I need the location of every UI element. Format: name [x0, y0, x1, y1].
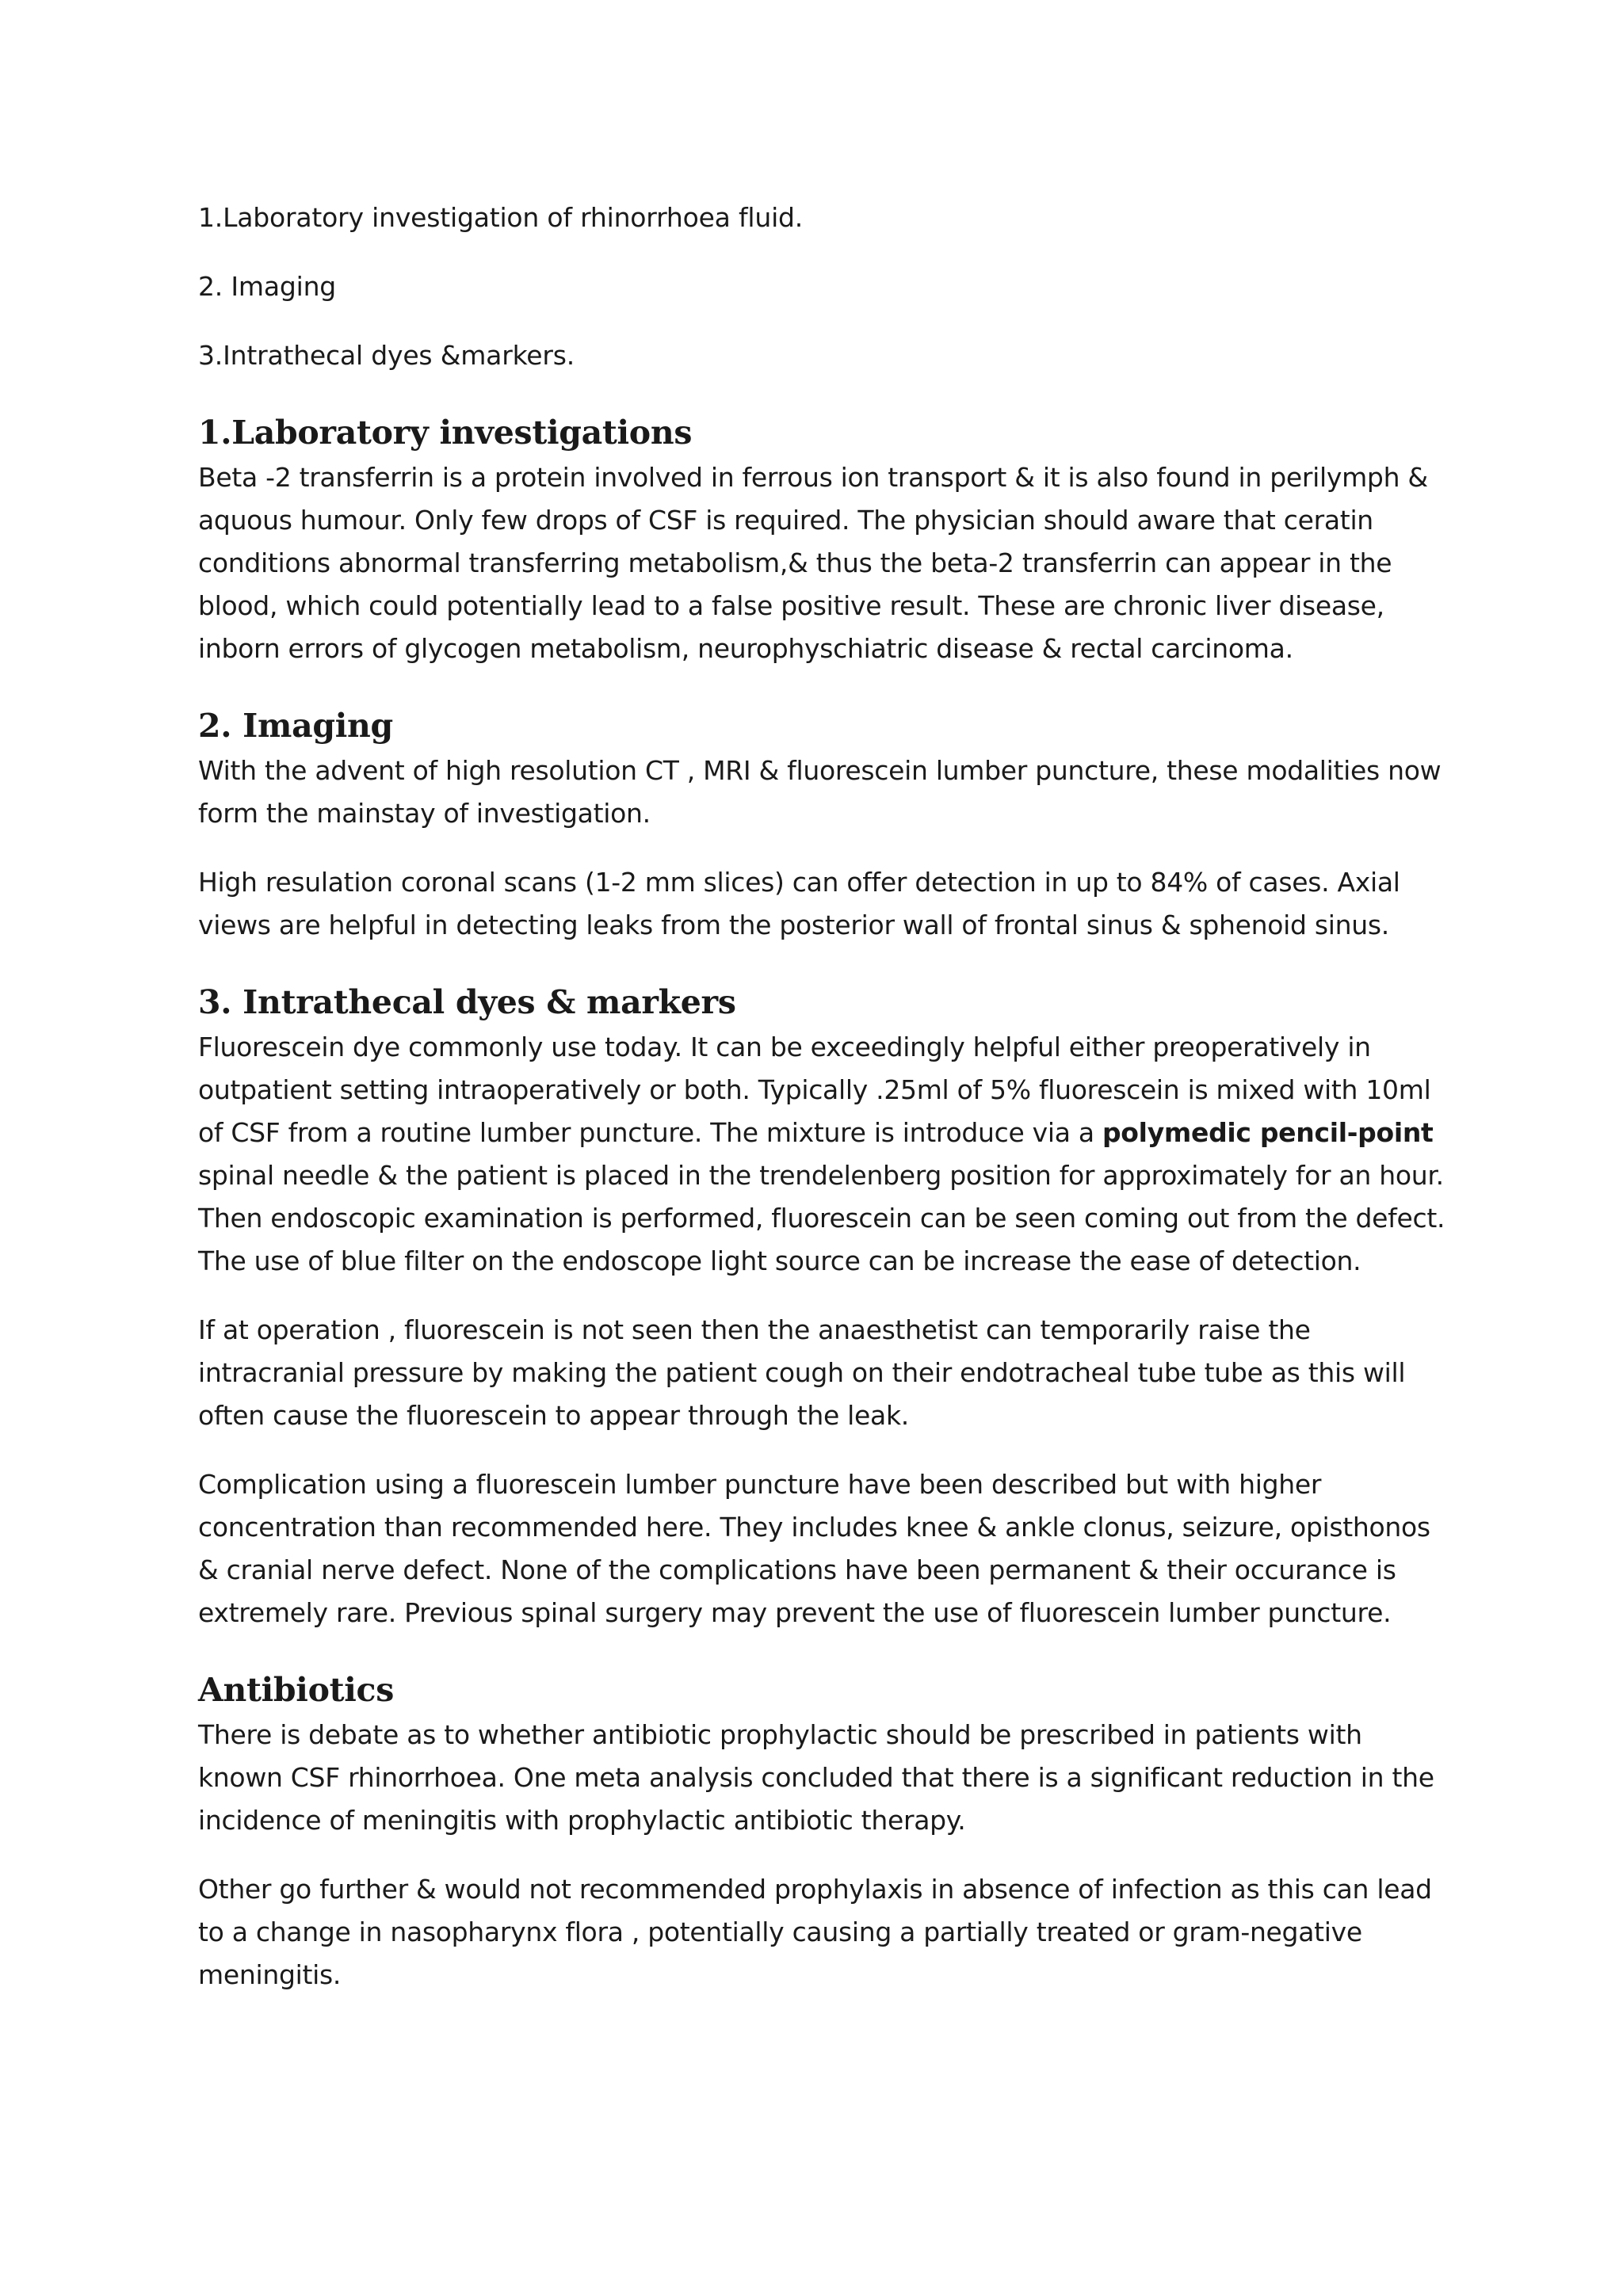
paragraph-dyes-3: Complication using a fluorescein lumber puncture have been described but with higher concentration than recommended here. They includes knee & ankle clonus, seizure, opisthonos & cranial nerve defect. None of the complications have been permanent & their occurance is extremely rare. Previous spinal surgery may prevent the use of fluorescein lumber puncture.: [198, 1469, 1430, 1628]
paragraph-antibiotics-1: There is debate as to whether antibiotic prophylactic should be prescribed in patients with known CSF rhinorrhoea. One meta analysis concluded that there is a significant reduction in the incidence of meningitis with prophylactic antibiotic therapy.: [198, 1719, 1434, 1836]
document-page: [198, 196, 1450, 2028]
section-antibiotics: [198, 1666, 1450, 1997]
paragraph-dyes-1-text-a: Fluorescein dye commonly use today. It can be exceedingly helpful either preoperatively in outpatient setting intraoperatively or both. Typically .25ml of 5% fluorescein is mixed with 10ml of CSF from a routine lumber puncture. The mixture is introduce via a: [198, 1032, 1431, 1148]
section-imaging: [198, 702, 1450, 947]
intro-list-item-2: 2. Imaging: [198, 271, 337, 302]
section-heading-imaging: 2. Imaging: [198, 707, 393, 745]
paragraph-dyes-1: [198, 1026, 1450, 1283]
paragraph-imaging-1: With the advent of high resolution CT , MRI & fluorescein lumber puncture, these modalities now form the mainstay of investigation.: [198, 755, 1442, 829]
section-heading-laboratory: 1.Laboratory investigations: [198, 414, 693, 452]
section-laboratory-investigations: [198, 409, 1450, 670]
paragraph-antibiotics-2: Other go further & would not recommended prophylaxis in absence of infection as this can lead to a change in nasopharynx flora , potentially causing a partially treated or gram-negative meningitis.: [198, 1874, 1432, 1990]
paragraph-laboratory-1: Beta -2 transferrin is a protein involved in ferrous ion transport & it is also found in perilymph & aquous humour. Only few drops of CSF is required. The physician should aware that ceratin conditions abnormal transferring metabolism,& thus the beta-2 transferrin can appear in the blood, which could potentially lead to a false positive result. These are chronic liver disease, inborn errors of glycogen metabolism, neurophyschiatric disease & rectal carcinoma.: [198, 462, 1428, 664]
section-heading-intrathecal-dyes: 3. Intrathecal dyes & markers: [198, 983, 736, 1021]
section-intrathecal-dyes: [198, 978, 1450, 1634]
section-heading-antibiotics: Antibiotics: [198, 1671, 394, 1709]
paragraph-dyes-1-text-b: spinal needle & the patient is placed in the trendelenberg position for approximately for an hour. Then endoscopic examination is performed, fluorescein can be seen coming out from the defect. The use of blue filter on the endoscope light source can be increase the ease of detection.: [198, 1160, 1445, 1276]
paragraph-dyes-1-bold-term: polymedic pencil-point: [1102, 1117, 1434, 1148]
intro-list: [198, 196, 1450, 377]
intro-list-item-3: 3.Intrathecal dyes &markers.: [198, 340, 575, 371]
paragraph-imaging-2: High resulation coronal scans (1-2 mm slices) can offer detection in up to 84% of cases. Axial views are helpful in detecting leaks from the posterior wall of frontal sinus & sphenoid sinus.: [198, 867, 1400, 940]
intro-list-item-1: 1.Laboratory investigation of rhinorrhoea fluid.: [198, 202, 804, 233]
paragraph-dyes-2: If at operation , fluorescein is not seen then the anaesthetist can temporarily raise the intracranial pressure by making the patient cough on their endotracheal tube tube as this will often cause the fluorescein to appear through the leak.: [198, 1314, 1406, 1431]
